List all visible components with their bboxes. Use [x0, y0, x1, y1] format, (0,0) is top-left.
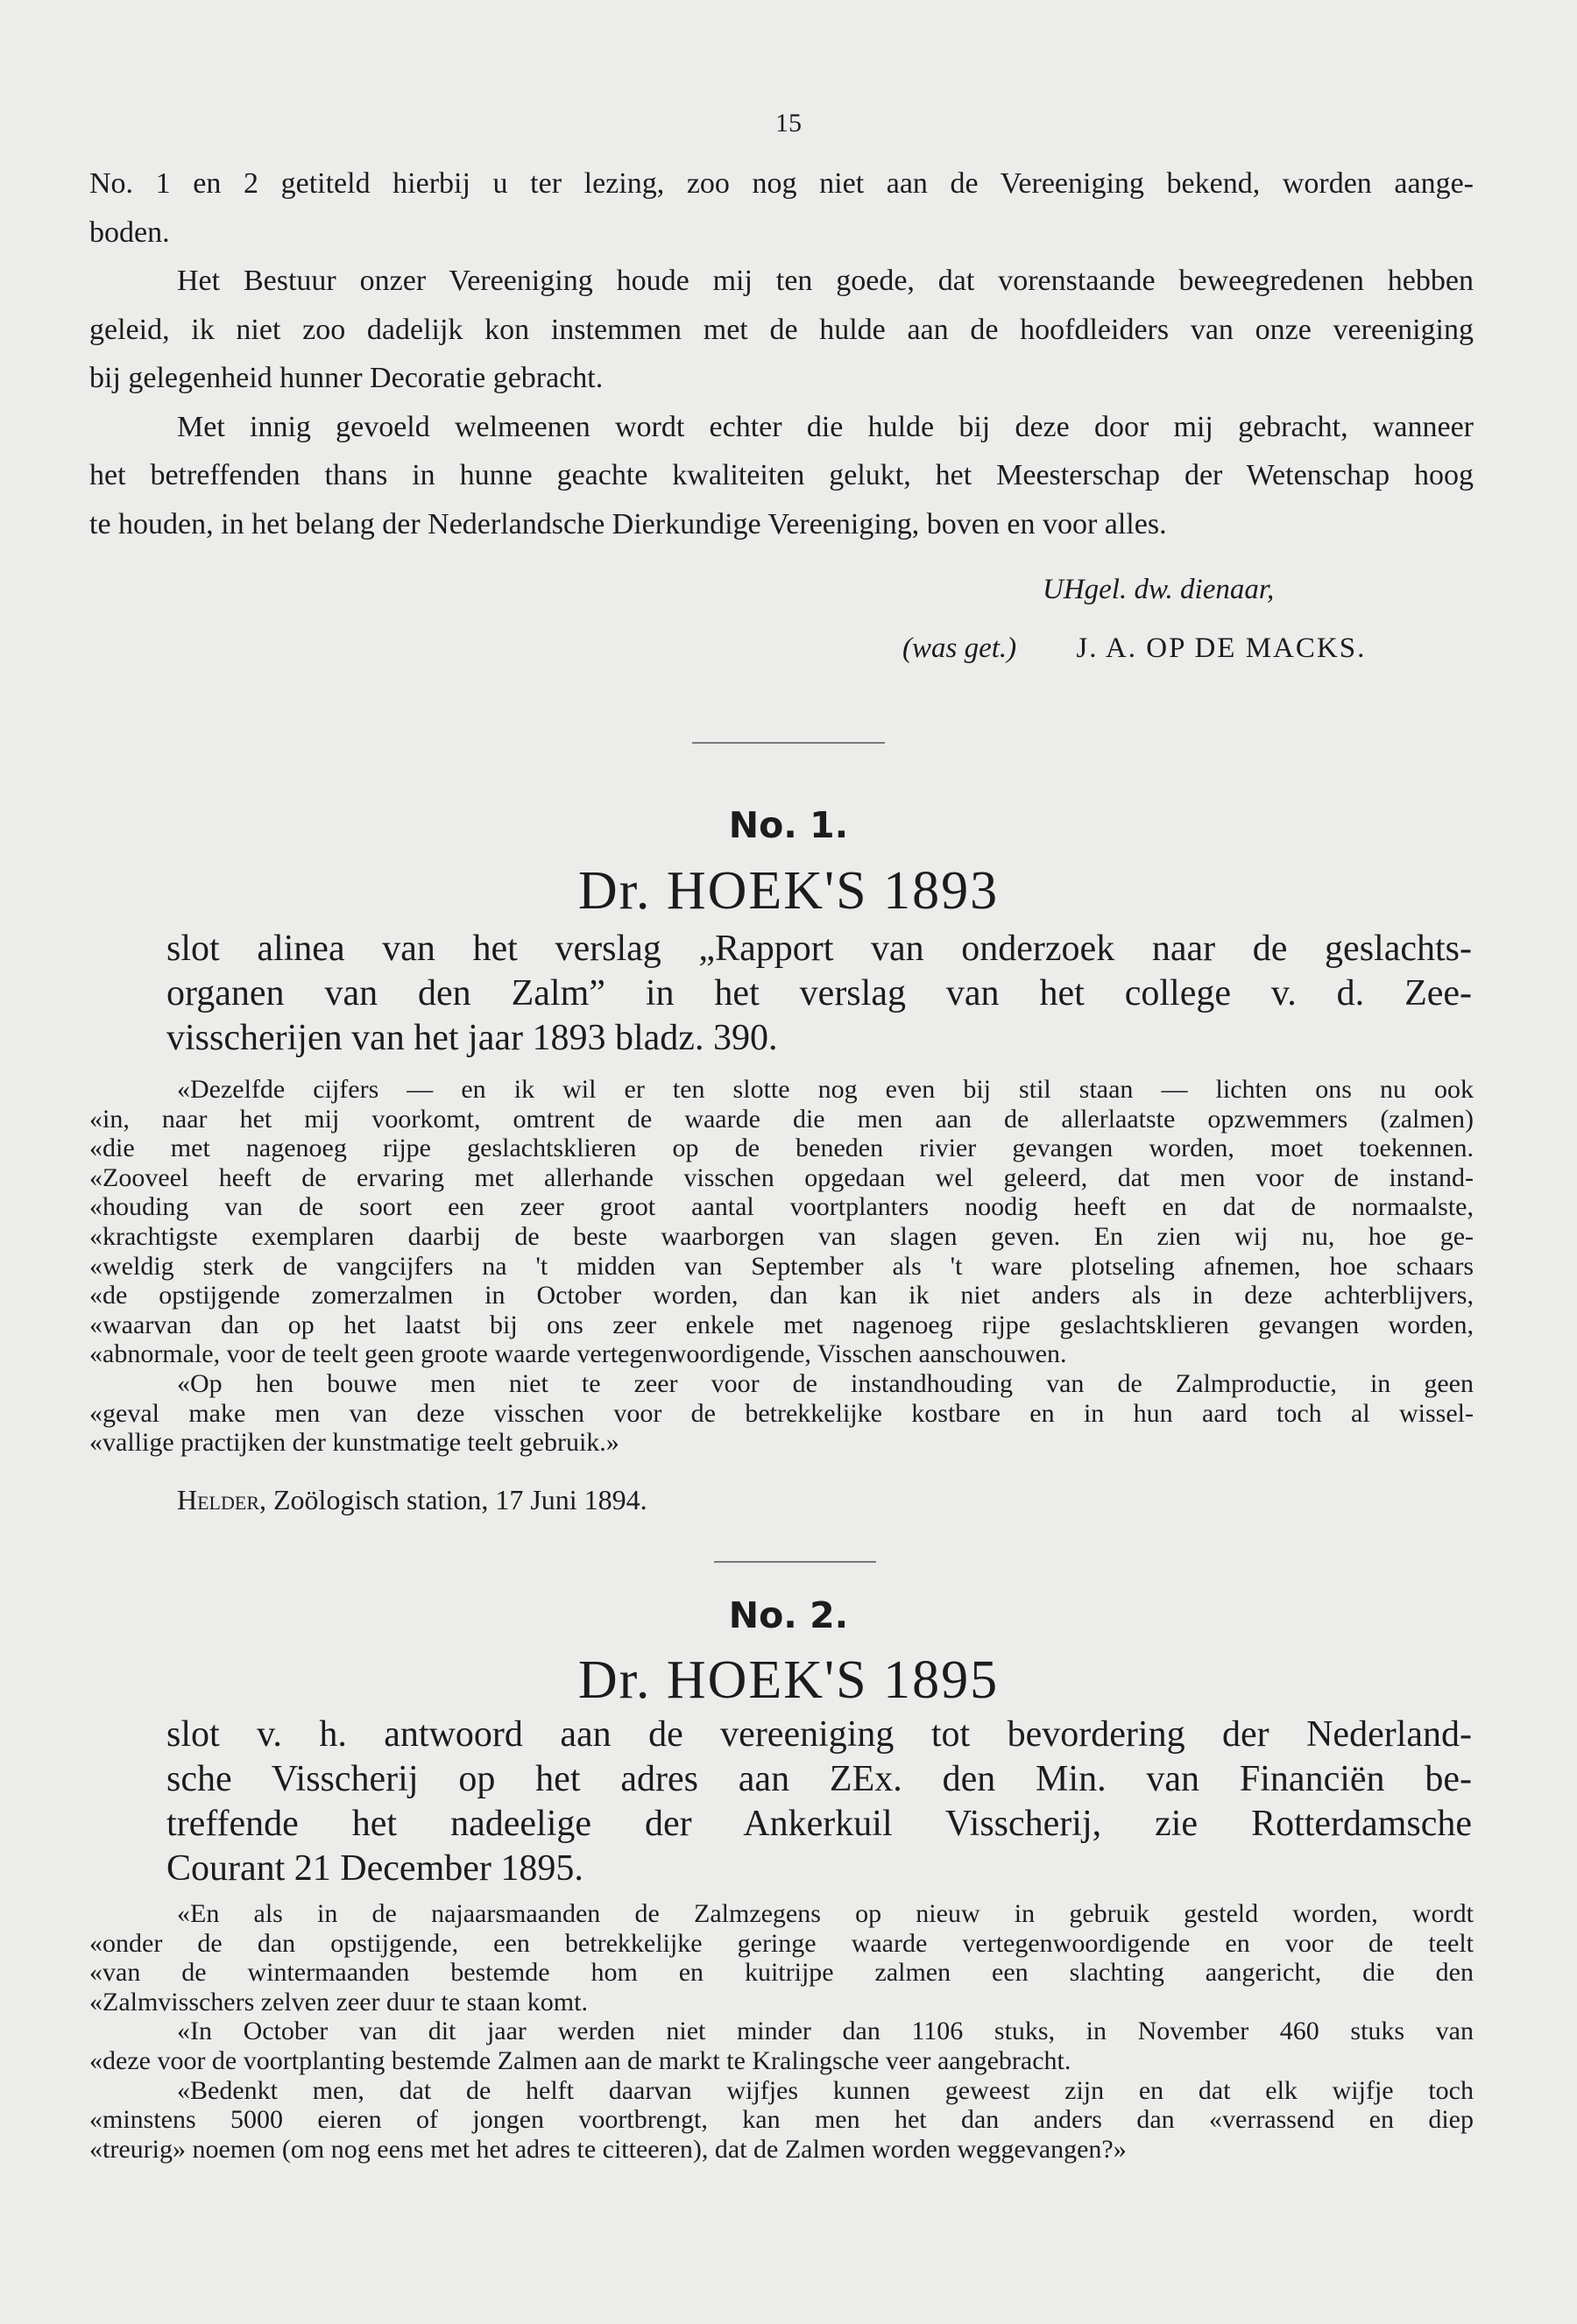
- quote-line: «In October van dit jaar werden niet minder dan 1106 stuks, in November 460 stuks van: [177, 2017, 1474, 2046]
- section1-quote: [89, 1075, 1474, 1458]
- quote-line: «houding van de soort een zeer groot aantal voortplanters noodig heeft en dat de normaalste,: [89, 1192, 1474, 1222]
- quote-line: «van de wintermaanden bestemde hom en kuitrijpe zalmen een slachting aangericht, die den: [89, 1958, 1474, 1988]
- quote-line: «minstens 5000 eieren of jongen voortbrengt, kan men het dan anders dan «verrassend en diep: [89, 2105, 1474, 2135]
- signature-was-get: (was get.): [902, 632, 1017, 664]
- text-line: geleid, ik niet zoo dadelijk kon instemmen met de hulde aan de hoofdleiders van onze vereeniging: [89, 313, 1474, 346]
- place-rest: , Zoölogisch station, 17 Juni 1894.: [259, 1484, 647, 1515]
- section2-heading: Dr. HOEK'S 1895: [577, 1650, 1000, 1710]
- subtitle-line: Courant 21 December 1895.: [166, 1848, 583, 1889]
- quote-line: «Zalmvisschers zelven zeer duur te staan komt.: [89, 1987, 588, 2017]
- signature-closing: UHgel. dw. dienaar,: [1043, 574, 1275, 605]
- quote-line: «abnormale, voor de teelt geen groote waarde vertegenwoordigende, Visschen aanschouwen.: [89, 1339, 1067, 1369]
- section1-heading: Dr. HOEK'S 1893: [577, 861, 1000, 921]
- quote-line: «Op hen bouwe men niet te zeer voor de instandhouding van de Zalmproductie, in geen: [177, 1368, 1474, 1398]
- section2-quote: [89, 1899, 1474, 2164]
- intro-text: [89, 159, 1474, 548]
- quote-line: «Zooveel heeft de ervaring met allerhande visschen opgedaan wel geleerd, dat men voor de instand-: [89, 1162, 1474, 1192]
- text-line: Het Bestuur onzer Vereeniging houde mij ten goede, dat vorenstaande beweegredenen hebben: [177, 265, 1474, 297]
- subtitle-line: organen van den Zalm” in het verslag van het college v. d. Zee-: [166, 973, 1472, 1014]
- quote-line: «de opstijgende zomerzalmen in October worden, dan kan ik niet anders als in deze achterblijvers,: [89, 1281, 1474, 1310]
- section1-subtitle: [166, 927, 1472, 1061]
- quote-line: «deze voor de voortplanting bestemde Zalmen aan de markt te Kralingsche veer aangebracht.: [89, 2045, 1071, 2075]
- text-line: No. 1 en 2 getiteld hierbij u ter lezing, zoo nog niet aan de Vereeniging bekend, worden aange-: [89, 167, 1474, 200]
- quote-line: «krachtigste exemplaren daarbij de beste waarborgen van slagen geven. En zien wij nu, hoe ge-: [89, 1221, 1474, 1251]
- quote-line: «waarvan dan op het laatst bij ons zeer enkele met nagenoeg rijpe geslachtsklieren gevangen worden,: [89, 1310, 1474, 1339]
- signature-line: [902, 632, 1366, 665]
- quote-line: «die met nagenoeg rijpe geslachtsklieren op de beneden rivier gevangen worden, moet toekennen.: [89, 1134, 1474, 1163]
- text-line: bij gelegenheid hunner Decoratie gebracht.: [89, 362, 604, 394]
- place-name: Helder: [177, 1484, 259, 1515]
- text-line: Met innig gevoeld welmeenen wordt echter die hulde bij deze door mij gebracht, wanneer: [177, 410, 1474, 443]
- signature-name: J. A. OP DE MACKS.: [1076, 632, 1367, 664]
- text-line: te houden, in het belang der Nederlandsche Dierkundige Vereeniging, boven en voor alles.: [89, 507, 1167, 540]
- subtitle-line: treffende het nadeelige der Ankerkuil Visscherij, zie Rotterdamsche: [166, 1804, 1472, 1844]
- quote-line: «onder de dan opstijgende, een betrekkelijke geringe waarde vertegenwoordigende en voor de teelt: [89, 1928, 1474, 1958]
- quote-line: «vallige practijken der kunstmatige teelt gebruik.»: [89, 1428, 619, 1458]
- quote-line: «En als in de najaarsmaanden de Zalmzegens op nieuw in gebruik gesteld worden, wordt: [177, 1899, 1474, 1928]
- section2-subtitle: [166, 1713, 1472, 1891]
- section-divider: [714, 1561, 876, 1563]
- quote-line: «Bedenkt men, dat de helft daarvan wijfjes kunnen geweest zijn en dat elk wijfje toch: [177, 2075, 1474, 2105]
- section-divider: [692, 742, 885, 744]
- place-date: [177, 1484, 647, 1516]
- subtitle-line: visscherijen van het jaar 1893 bladz. 390.: [166, 1018, 778, 1058]
- text-line: het betreffenden thans in hunne geachte kwaliteiten gelukt, het Meesterschap der Wetenschap hoog: [89, 459, 1474, 491]
- quote-line: «in, naar het mij voorkomt, omtrent de waarde die men aan de allerlaatste opzwemmers (zalmen): [89, 1104, 1474, 1134]
- subtitle-line: slot v. h. antwoord aan de vereeniging tot bevordering der Nederland-: [166, 1714, 1472, 1755]
- quote-line: «treurig» noemen (om nog eens met het adres te citteeren), dat de Zalmen worden weggevangen?»: [89, 2134, 1127, 2164]
- subtitle-line: slot alinea van het verslag „Rapport van onderzoek naar de geslachts-: [166, 929, 1472, 969]
- quote-line: «Dezelfde cijfers — en ik wil er ten slotte nog even bij stil staan — lichten ons nu ook: [177, 1075, 1474, 1104]
- subtitle-line: sche Visscherij op het adres aan ZEx. den Min. van Financiën be-: [166, 1759, 1472, 1799]
- quote-line: «geval make men van deze visschen voor de betrekkelijke kostbare en in hun aard toch al wissel-: [89, 1398, 1474, 1428]
- page-number: 15: [775, 109, 802, 138]
- quote-line: «weldig sterk de vangcijfers na 't midden van September als 't ware plotseling afnemen, hoe schaars: [89, 1251, 1474, 1281]
- section2-number: No. 2.: [728, 1594, 849, 1636]
- section1-number: No. 1.: [728, 804, 849, 846]
- text-line: boden.: [89, 215, 170, 249]
